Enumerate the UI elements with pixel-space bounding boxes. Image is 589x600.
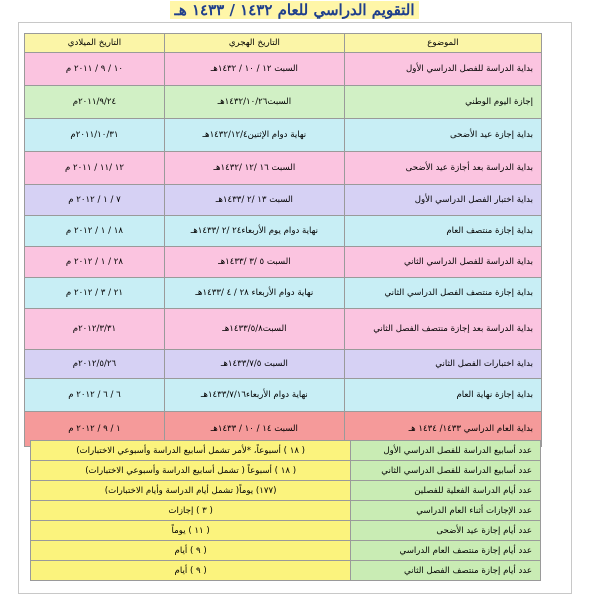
- summary-label: عدد أيام إجازة منتصف الفصل الثاني: [351, 561, 541, 581]
- row-hijri-date: السبت ٥ /٣ /١٤٣٣هـ: [164, 247, 344, 278]
- summary-row: [31, 541, 541, 561]
- summary-row: [31, 441, 541, 461]
- summary-row: [31, 501, 541, 521]
- calendar-row: [25, 86, 542, 119]
- summary-row: [31, 481, 541, 501]
- summary-value: (١٧٧) يوماً( تشمل أيام الدراسة وأيام الاختبارات): [31, 481, 351, 501]
- row-topic: بداية إجازة عيد الأضحى: [344, 119, 541, 152]
- row-topic: بداية إجازة منتصف الفصل الدراسي الثاني: [344, 278, 541, 309]
- row-gregorian-date: ٢٠١٢/٥/٢٦م: [25, 350, 165, 379]
- row-gregorian-date: ٧ / ١ / ٢٠١٢ م: [25, 185, 165, 216]
- row-topic: بداية الدراسة بعد إجازة منتصف الفصل الثاني: [344, 309, 541, 350]
- calendar-row: [25, 152, 542, 185]
- calendar-row: [25, 350, 542, 379]
- row-hijri-date: السبت١٤٣٣/٥/٨هـ: [164, 309, 344, 350]
- row-topic: بداية الدراسة بعد أجازة عيد الأضحى: [344, 152, 541, 185]
- summary-row: [31, 461, 541, 481]
- row-gregorian-date: ١ / ٩ / ٢٠١٢ م: [25, 412, 165, 447]
- calendar-table: [24, 33, 542, 447]
- row-hijri-date: نهاية دوام الإثنين١٤٣٢/١٢/٤هـ: [164, 119, 344, 152]
- summary-label: عدد الإجازات أثناء العام الدراسي: [351, 501, 541, 521]
- row-gregorian-date: ٢١ / ٣ / ٢٠١٢ م: [25, 278, 165, 309]
- summary-label: عدد أيام إجازة منتصف العام الدراسي: [351, 541, 541, 561]
- row-topic: بداية الدراسة للفصل الدراسي الأول: [344, 53, 541, 86]
- calendar-row: [25, 216, 542, 247]
- row-topic: بداية إجازة منتصف العام: [344, 216, 541, 247]
- summary-value: ( ٩ ) أيام: [31, 541, 351, 561]
- row-gregorian-date: ٦ / ٦ / ٢٠١٢ م: [25, 379, 165, 412]
- calendar-row: [25, 247, 542, 278]
- summary-value: ( ١٨ ) أسبوعاً، *لأمر تشمل أسابيع الدراسة وأسبوعي الاختبارات): [31, 441, 351, 461]
- row-gregorian-date: ١٢ /١١ / ٢٠١١ م: [25, 152, 165, 185]
- row-topic: إجازة اليوم الوطني: [344, 86, 541, 119]
- row-gregorian-date: ٢٠١١/١٠/٣١م: [25, 119, 165, 152]
- calendar-row: [25, 379, 542, 412]
- summary-label: عدد أسابيع الدراسة للفصل الدراسي الثاني: [351, 461, 541, 481]
- summary-value: ( ٣ ) إجازات: [31, 501, 351, 521]
- row-hijri-date: السبت ١٣ /٢ /١٤٣٣هـ: [164, 185, 344, 216]
- row-topic: بداية اختبارات الفصل الثاني: [344, 350, 541, 379]
- row-gregorian-date: ١٠ / ٩ / ٢٠١١ م: [25, 53, 165, 86]
- summary-row: [31, 561, 541, 581]
- row-gregorian-date: ٢٨ / ١ / ٢٠١٢ م: [25, 247, 165, 278]
- calendar-row: [25, 53, 542, 86]
- summary-label: عدد أيام الدراسة الفعلية للفصلين: [351, 481, 541, 501]
- row-topic: بداية العام الدراسي ١٤٣٣/ ١٤٣٤ هـ: [344, 412, 541, 447]
- header-topic: الموضوع: [344, 34, 541, 53]
- summary-value: ( ١٨ ) أسبوعاً ( تشمل أسابيع الدراسة وأسبوعي الاختبارات): [31, 461, 351, 481]
- summary-table: [30, 440, 541, 581]
- row-topic: بداية اختبار الفصل الدراسي الأول: [344, 185, 541, 216]
- row-hijri-date: السبت ١٤٣٣/٧/٥هـ: [164, 350, 344, 379]
- row-hijri-date: السبت ١٢ / ١٠ / ١٤٣٢هـ: [164, 53, 344, 86]
- header-hijri: التاريخ الهجري: [164, 34, 344, 53]
- calendar-row: [25, 309, 542, 350]
- calendar-row: [25, 185, 542, 216]
- row-topic: بداية إجازة نهاية العام: [344, 379, 541, 412]
- row-hijri-date: السبت ١٤ / ١٠ / ١٤٣٣هـ: [164, 412, 344, 447]
- summary-value: ( ٩ ) أيام: [31, 561, 351, 581]
- page-title: التقويم الدراسي للعام ١٤٣٢ / ١٤٣٣ هـ: [0, 0, 589, 22]
- row-topic: بداية الدراسة للفصل الدراسي الثاني: [344, 247, 541, 278]
- header-gregorian: التاريخ الميلادي: [25, 34, 165, 53]
- row-hijri-date: السبت١٤٣٢/١٠/٢٦هـ: [164, 86, 344, 119]
- calendar-header-row: [25, 34, 542, 53]
- row-gregorian-date: ١٨ / ١ / ٢٠١٢ م: [25, 216, 165, 247]
- summary-row: [31, 521, 541, 541]
- row-gregorian-date: ٢٠١١/٩/٢٤م: [25, 86, 165, 119]
- calendar-row: [25, 278, 542, 309]
- row-gregorian-date: ٢٠١٢/٣/٣١م: [25, 309, 165, 350]
- summary-label: عدد أيام إجازة عيد الأضحى: [351, 521, 541, 541]
- row-hijri-date: نهاية دوام يوم الأربعاء٢٤ /٢ /١٤٣٣هـ: [164, 216, 344, 247]
- row-hijri-date: نهاية دوام الأربعاء ٢٨ / ٤ /١٤٣٣هـ: [164, 278, 344, 309]
- summary-label: عدد أسابيع الدراسة للفصل الدراسي الأول: [351, 441, 541, 461]
- summary-value: ( ١١ ) يوماً: [31, 521, 351, 541]
- row-hijri-date: نهاية دوام الأربعاء١٤٣٣/٧/١٦هـ: [164, 379, 344, 412]
- row-hijri-date: السبت ١٦ /١٢ /١٤٣٢هـ: [164, 152, 344, 185]
- calendar-row: [25, 119, 542, 152]
